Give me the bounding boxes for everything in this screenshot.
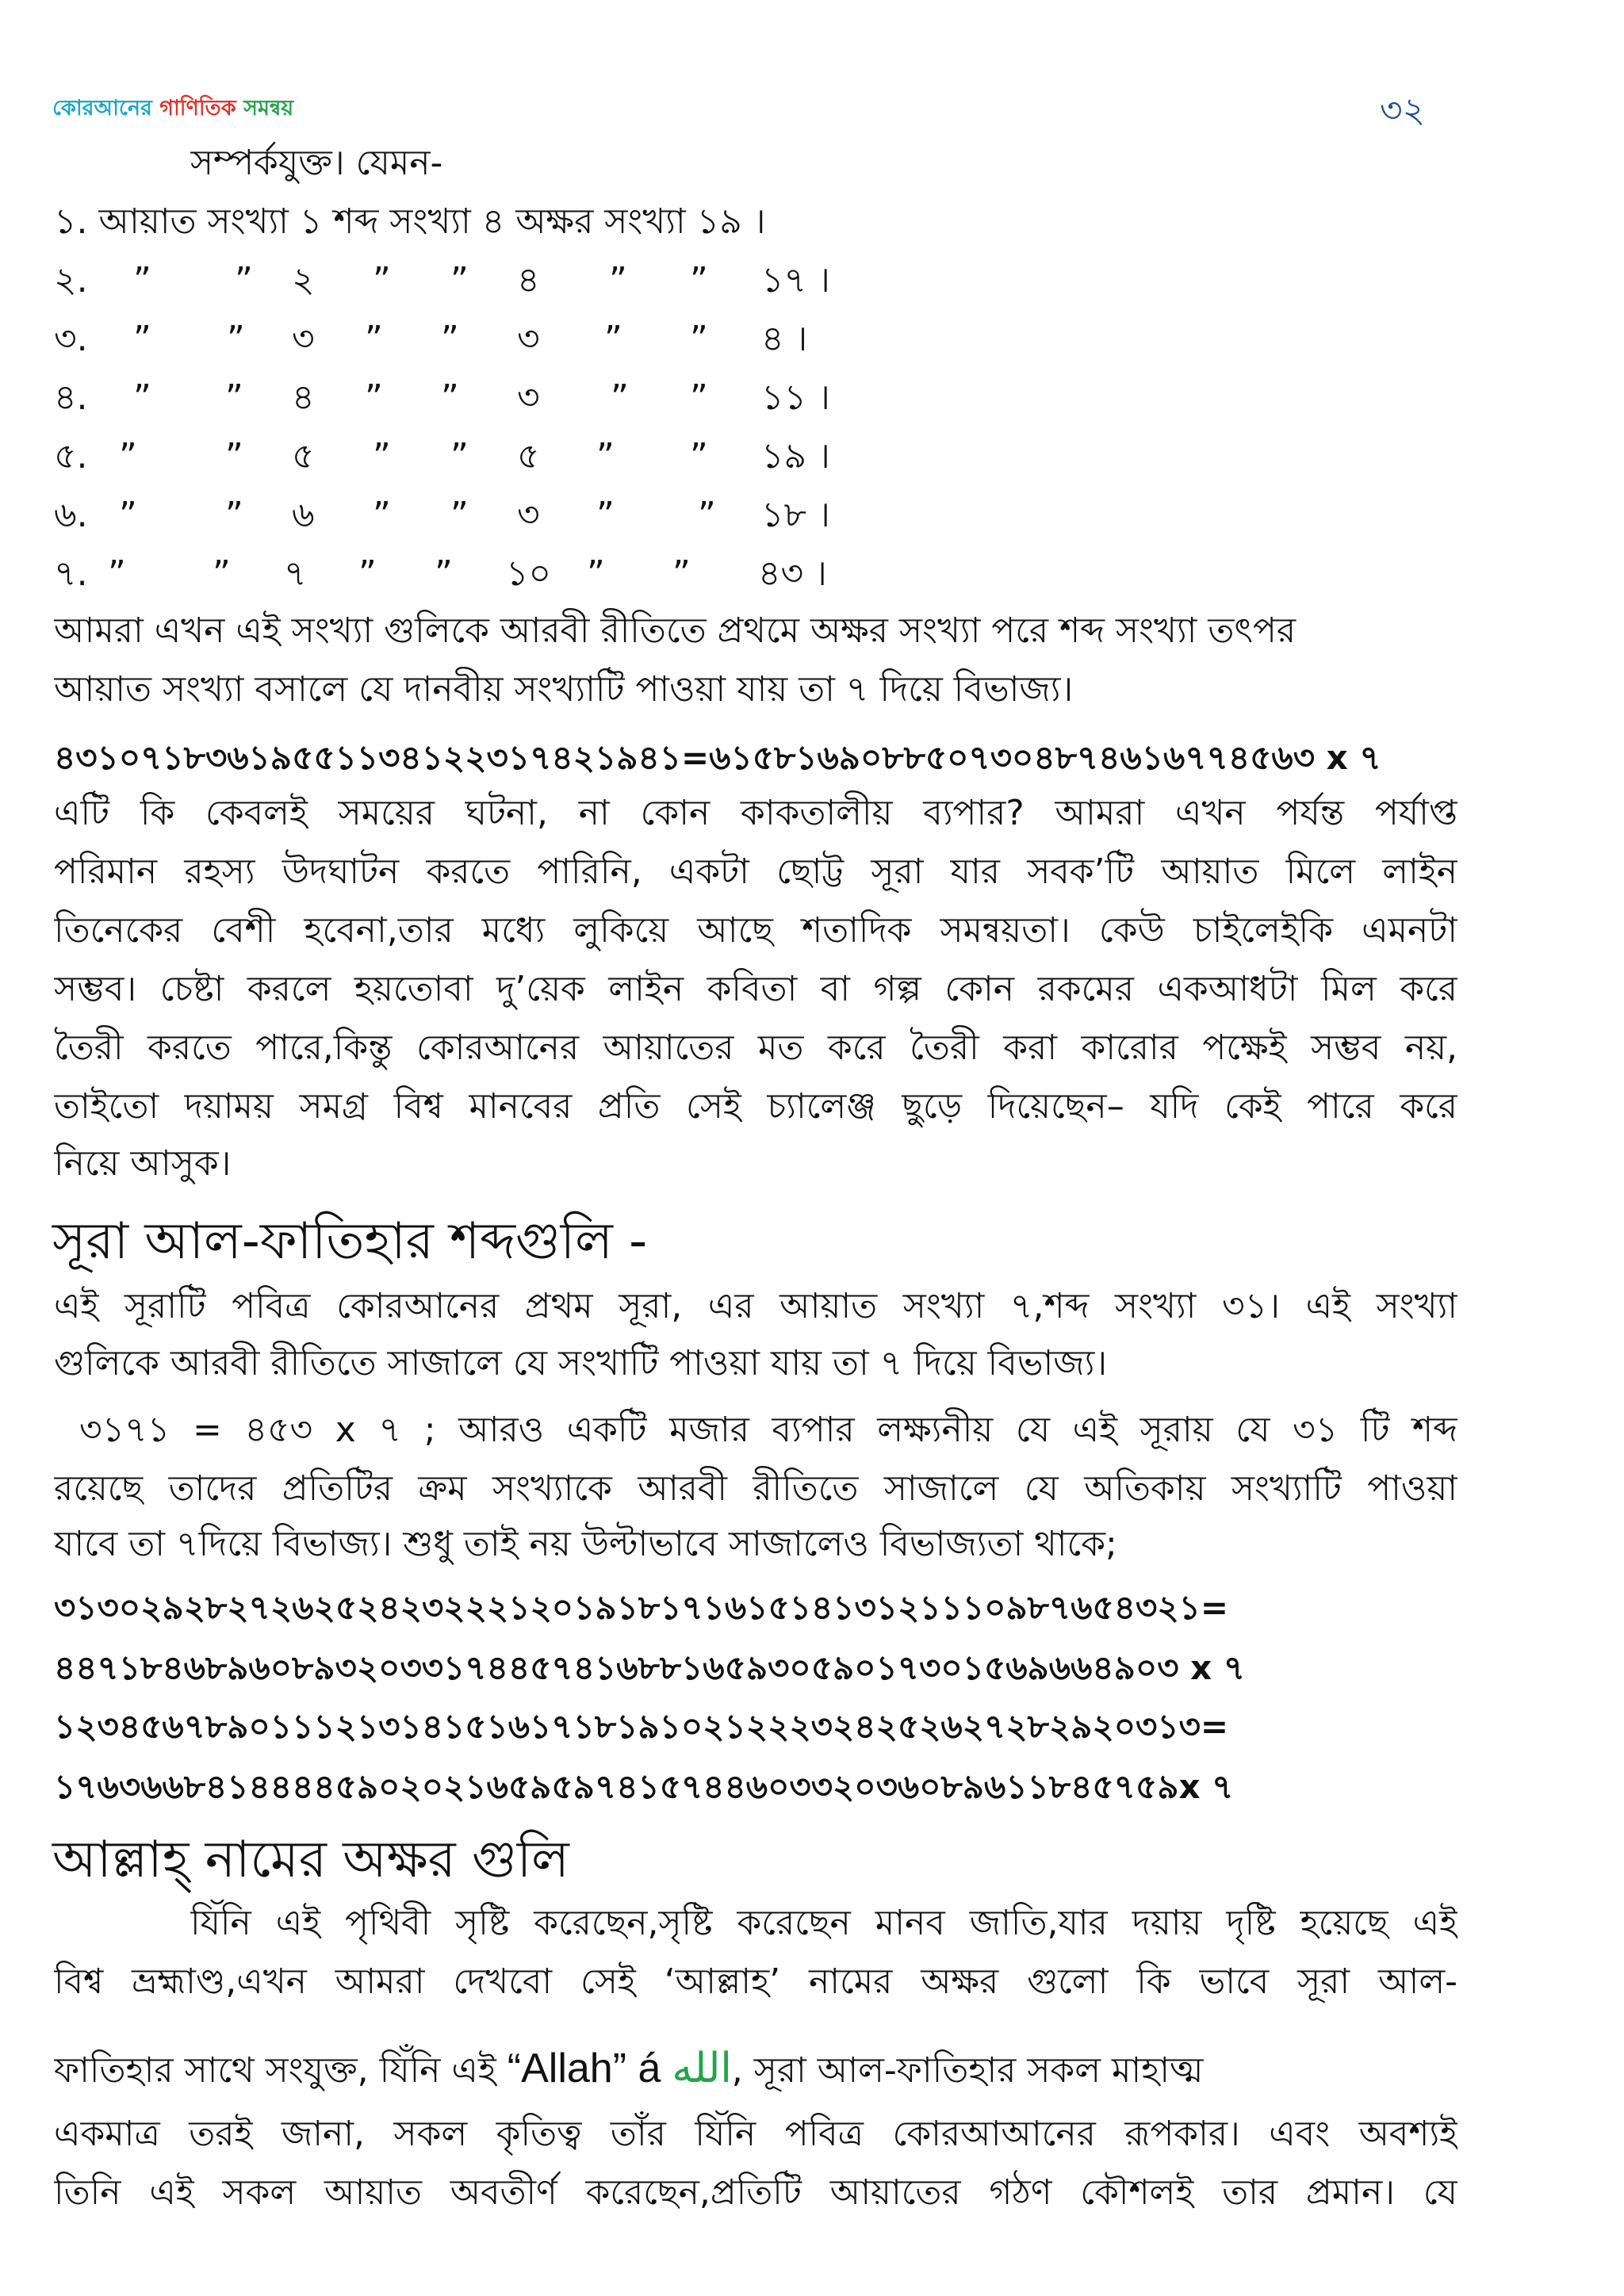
allah-latin: “Allah” á xyxy=(507,2045,661,2091)
letter-count: ১৭ । xyxy=(761,260,830,300)
equation-line: ৪৩১০৭১৮৩৬১৯৫৫১১৩৪১২২৩১৭৪২১৯৪১=৬১৫৮১৬৯০৮৮৫০৭৩০৪৮৭৪৬১৬৭৭৪৫৬৩ x ৭ xyxy=(54,738,1381,777)
ayat-count: ৩ xyxy=(292,319,315,359)
allah-arabic: الله xyxy=(672,2045,732,2092)
word-count: ৫ xyxy=(517,436,540,476)
letter-count: ৪৩ । xyxy=(758,553,827,594)
paragraph-line: রয়েছে তাদের প্রতিটির ক্রম সংখ্যাকে আরবী রীতিতে সাজালে যে অতিকায় সংখ্যাটি পাওয়া xyxy=(54,1468,1457,1509)
ayat-count: ৭ xyxy=(284,553,307,594)
header-word-3: সমন্বয় xyxy=(243,96,294,121)
header-word-1: কোরআনের xyxy=(52,96,152,121)
ditto-mark: ” xyxy=(611,377,629,418)
paragraph-line: একমাত্র তরই জানা, সকল কৃতিত্ব তাঁর যিঁনি পবিত্র কোরআআনের রূপকার। এবং অবশ্যই xyxy=(54,2114,1457,2154)
ditto-mark: ” xyxy=(108,553,126,594)
ditto-mark: ” xyxy=(133,377,151,418)
text-fragment: , সূরা আল-ফাতিহার সকল মাহাত্ম xyxy=(731,2050,1204,2091)
paragraph-line: নিয়ে আসুক। xyxy=(54,1143,232,1184)
ditto-mark: ” xyxy=(365,377,383,418)
ditto-mark: ” xyxy=(587,553,605,594)
ayat-count: ২ xyxy=(292,260,315,300)
paragraph-line: যাবে তা ৭দিয়ে বিভাজ্য। শুধু তাই নয় উল্টাভাবে সাজালেও বিভাজ্যতা থাকে; xyxy=(54,1524,1117,1564)
sequence-line: ১৭৬৩৬৬৮৪১৪৪৪৪৫৯০২০২১৬৫৯৫৯৭৪১৫৭৪৪৬০৩৩২০৩৬০৮৯৬১১৮৪৫৭৫৯x ৭ xyxy=(54,1767,1234,1806)
paragraph-line: তিনি এই সকল আয়াত অবতীর্ণ করেছেন,প্রতিটি আয়াতের গঠণ কৌশলই তার প্রমান। যে xyxy=(54,2172,1457,2213)
ayat-count: ৬ xyxy=(292,495,315,535)
word-count: ৩ xyxy=(517,319,540,359)
ditto-mark: ” xyxy=(609,260,627,300)
ditto-mark: ” xyxy=(596,495,615,535)
ditto-mark: ” xyxy=(225,436,243,476)
paragraph-line: সম্ভব। চেষ্টা করলে হয়তোবা দু’য়েক লাইন কবিতা বা গল্প কোন রকমের একআধটা মিল করে xyxy=(54,969,1457,1009)
row-number: ৫. xyxy=(54,436,88,476)
row-number: ৪. xyxy=(54,377,88,418)
paragraph-line: এই সূরাটি পবিত্র কোরআনের প্রথম সূরা, এর আয়াত সংখ্যা ৭,শব্দ সংখ্যা ৩১। এই সংখ্যা xyxy=(54,1286,1457,1326)
ditto-mark: ” xyxy=(133,319,151,359)
ditto-mark: ” xyxy=(373,436,391,476)
row-number: ২. xyxy=(54,260,88,300)
letter-count: ১৮ । xyxy=(761,495,830,535)
ditto-mark: ” xyxy=(373,260,391,300)
paragraph-line: পরিমান রহস্য উদঘাটন করতে পারিনি, একটা ছোট্ট সূরা যার সবক’টি আয়াত মিলে লাইন xyxy=(54,851,1457,892)
page-number: ৩২ xyxy=(1380,90,1426,131)
paragraph-line: তৈরী করতে পারে,কিন্তু কোরআনের আয়াতের মত করে তৈরী করা কারোর পক্ষেই সম্ভব নয়, xyxy=(54,1027,1457,1068)
running-header xyxy=(52,92,293,128)
ditto-mark: ” xyxy=(690,319,708,359)
section-heading: আল্লাহ্ নামের অক্ষর গুলি xyxy=(52,1831,569,1889)
row-number: ৩. xyxy=(54,319,88,359)
paragraph-line: তাইতো দয়াময় সমগ্র বিশ্ব মানবের প্রতি সেই চ্যালেঞ্জ ছুড়ে দিয়েছেন– যদি কেই পারে করে xyxy=(54,1086,1457,1127)
intro-line: সম্পর্কযুক্ত। যেমন- xyxy=(190,143,443,183)
ditto-mark: ” xyxy=(604,319,622,359)
word-count: ৪ xyxy=(517,260,540,300)
paragraph-line: তিনেকের বেশী হবেনা,তার মধ্যে লুকিয়ে আছে শতাদিক সমন্বয়তা। কেউ চাইলেইকি এমনটা xyxy=(54,910,1457,951)
row-number: ৬. xyxy=(54,495,88,535)
sequence-line: ৪৪৭১৮৪৬৮৯৬০৮৯৩২০৩৩১৭৪৪৫৭৪১৬৮৮১৬৫৯৩০৫৯০১৭৩০১৫৬৯৬৬৪৯০৩ x ৭ xyxy=(54,1648,1246,1687)
ditto-mark: ” xyxy=(596,436,615,476)
ditto-mark: ” xyxy=(690,260,708,300)
ditto-mark: ” xyxy=(698,495,716,535)
paragraph-line: যিঁনি এই পৃথিবী সৃষ্টি করেছেন,সৃষ্টি করেছেন মানব জাতি,যার দয়ায় দৃষ্টি হয়েছে এই xyxy=(190,1903,1457,1943)
ditto-mark: ” xyxy=(672,553,691,594)
ditto-mark: ” xyxy=(133,260,151,300)
ditto-mark: ” xyxy=(213,553,231,594)
header-word-2: গাণিতিক xyxy=(159,96,236,121)
ditto-mark: ” xyxy=(690,436,708,476)
letter-count: ৪ । xyxy=(761,319,808,359)
word-count: ৩ xyxy=(517,495,540,535)
ditto-mark: ” xyxy=(450,260,469,300)
ditto-mark: ” xyxy=(225,495,243,535)
ditto-mark: ” xyxy=(235,260,253,300)
paragraph-line: আয়াত সংখ্যা বসালে যে দানবীয় সংখ্যাটি পাওয়া যায় তা ৭ দিয়ে বিভাজ্য। xyxy=(54,669,1074,710)
ditto-mark: ” xyxy=(373,495,391,535)
sequence-line: ৩১৩০২৯২৮২৭২৬২৫২৪২৩২২২১২০১৯১৮১৭১৬১৫১৪১৩১২১১১০৯৮৭৬৫৪৩২১= xyxy=(54,1588,1229,1627)
table-row-1: ১. আয়াত সংখ্যা ১ শব্দ সংখ্যা ৪ অক্ষর সংখ্যা ১৯ । xyxy=(54,201,766,242)
ditto-mark: ” xyxy=(441,319,459,359)
word-count: ১০ xyxy=(506,553,552,594)
row-number: ৭. xyxy=(54,553,88,594)
paragraph-line: বিশ্ব ভ্রহ্মাণ্ড,এখন আমরা দেখবো সেই ‘আল্লাহ’ নামের অক্ষর গুলো কি ভাবে সূরা আল- xyxy=(54,1961,1457,2002)
sequence-line: ১২৩৪৫৬৭৮৯০১১১২১৩১৪১৫১৬১৭১৮১৯১০২১২২২৩২৪২৫২৬২৭২৮২৯২০৩১৩= xyxy=(54,1707,1229,1746)
paragraph-line: গুলিকে আরবী রীতিতে সাজালে যে সংখাটি পাওয়া যায় তা ৭ দিয়ে বিভাজ্য। xyxy=(54,1343,1108,1383)
paragraph-line: আমরা এখন এই সংখ্যা গুলিকে আরবী রীতিতে প্রথমে অক্ষর সংখ্যা পরে শব্দ সংখ্যা তৎপর xyxy=(54,610,1297,651)
paragraph-line: এটি কি কেবলই সময়ের ঘটনা, না কোন কাকতালীয় ব্যপার? আমরা এখন পর্যন্ত পর্যাপ্ত xyxy=(54,793,1457,833)
paragraph-line-mixed xyxy=(54,2041,1457,2099)
ditto-mark: ” xyxy=(119,436,137,476)
ayat-count: ৫ xyxy=(292,436,315,476)
ditto-mark: ” xyxy=(450,436,469,476)
letter-count: ১৯ । xyxy=(761,436,830,476)
letter-count: ১১ । xyxy=(761,377,830,418)
ditto-mark: ” xyxy=(119,495,137,535)
ditto-mark: ” xyxy=(225,377,243,418)
word-count: ৩ xyxy=(517,377,540,418)
section-heading: সূরা আল-ফাতিহার শব্দগুলি - xyxy=(52,1212,648,1271)
ditto-mark: ” xyxy=(450,495,469,535)
ditto-mark: ” xyxy=(358,553,377,594)
ditto-mark: ” xyxy=(435,553,453,594)
ditto-mark: ” xyxy=(441,377,459,418)
text-fragment: ফাতিহার সাথে সংযুক্ত, যিঁনি এই xyxy=(54,2050,496,2091)
ditto-mark: ” xyxy=(227,319,245,359)
ayat-count: ৪ xyxy=(292,377,315,418)
paragraph-line: ৩১৭১ = ৪৫৩ x ৭ ; আরও একটি মজার ব্যপার লক্ষ্যনীয় যে এই সূরায় যে ৩১ টি শব্দ xyxy=(79,1410,1457,1450)
ditto-mark: ” xyxy=(365,319,383,359)
ditto-mark: ” xyxy=(690,377,708,418)
